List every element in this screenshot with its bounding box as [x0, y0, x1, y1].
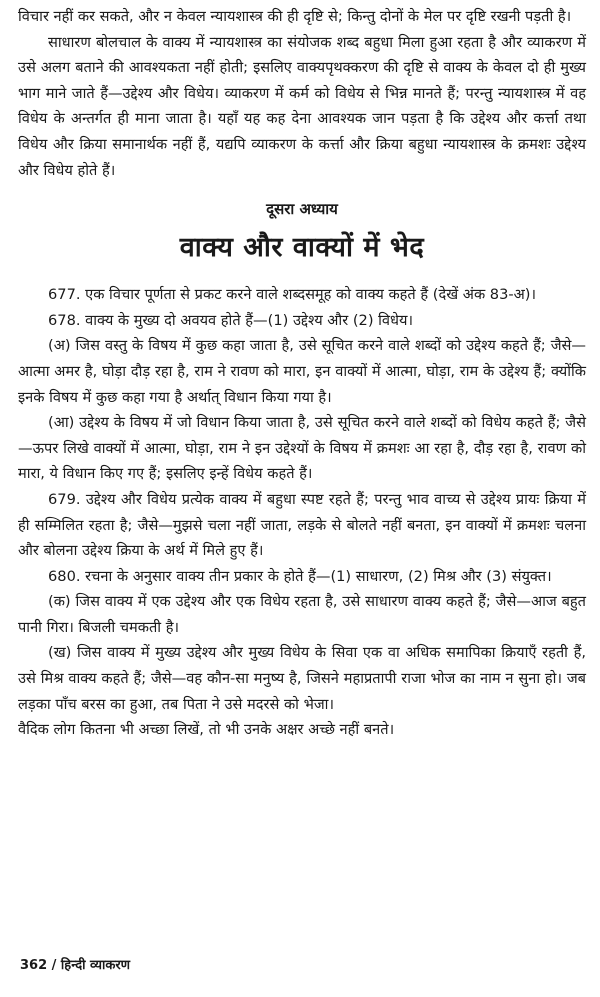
paragraph-680-kha: (ख) जिस वाक्य में मुख्य उद्देश्य और मुख्य विधेय के सिवा एक वा अधिक समापिका क्रियाएँ रहती हैं, उसे मिश्र वाक्य कहते हैं; जैसे—वह कौन-सा मनुष्य है, जिसने महाप्रतापी राजा भोज का नाम न सुना हो। जब लड़का पाँच बरस का हुआ, तब पिता ने उसे मदरसे को भेजा। [18, 644, 586, 713]
chapter-label: दूसरा अध्याय [266, 200, 338, 219]
paragraph-grammar-vs-logic: साधारण बोलचाल के वाक्य में न्यायशास्त्र का संयोजक शब्द बहुधा मिला हुआ रहता है और व्याकरण में उसे अलग बताने की आवश्यकता नहीं होती; इसलिए वाक्यपृथक्करण की दृष्टि से वाक्य के केवल दो ही मुख्य भाग माने जाते हैं—उद्देश्य और विधेय। व्याकरण में कर्म को विधेय से भिन्न मानते हैं; परन्तु न्यायशास्त्र में वह विधेय के अन्तर्गत ही माना जाता है। यहाँ यह कह देना आवश्यक जान पड़ता है कि उद्देश्य और कर्त्ता तथा विधेय और क्रिया समानार्थक नहीं हैं, यद्यपि व्याकरण के कर्त्ता और क्रिया बहुधा न्यायशास्त्र के क्रमशः उद्देश्य और विधेय होते हैं। [18, 33, 586, 179]
page-footer: 362 / हिन्दी व्याकरण [20, 958, 131, 973]
paragraph-example-continued: वैदिक लोग कितना भी अच्छा लिखें, तो भी उनके अक्षर अच्छे नहीं बनते। [18, 721, 395, 739]
paragraph-680: 680. रचना के अनुसार वाक्य तीन प्रकार के होते हैं—(1) साधारण, (2) मिश्र और (3) संयुक्त। [48, 567, 552, 585]
paragraph-678-aa: (आ) उद्देश्य के विषय में जो विधान किया जाता है, उसे सूचित करने वाले शब्दों को विधेय कहते हैं; जैसे—ऊपर लिखे वाक्यों में आत्मा, घोड़ा, राम ने इन उद्देश्यों के विषय में क्रमशः आ रहा है, दौड़ रहा है, रावण को मारा, ये विधान किए गए हैं; इसलिए इन्हें विधेय कहते हैं। [18, 414, 586, 483]
paragraph-680-ka: (क) जिस वाक्य में एक उद्देश्य और एक विधेय रहता है, उसे साधारण वाक्य कहते हैं; जैसे—आज बहुत पानी गिरा। बिजली चमकती है। [18, 593, 586, 636]
paragraph-continued: विचार नहीं कर सकते, और न केवल न्यायशास्त्र की ही दृष्टि से; किन्तु दोनों के मेल पर दृष्टि रखनी पड़ती है। [18, 8, 572, 25]
paragraph-679: 679. उद्देश्य और विधेय प्रत्येक वाक्य में बहुधा स्पष्ट रहते हैं; परन्तु भाव वाच्य से उद्देश्य प्रायः क्रिया में ही सम्मिलित रहता है; जैसे—मुझसे चला नहीं जाता, लड़के से बोलते नहीं बनता, इन वाक्यों में क्रमशः चलना और बोलना उद्देश्य क्रिया के अर्थ में मिले हुए हैं। [18, 490, 586, 560]
chapter-title: वाक्य और वाक्यों में भेद [179, 232, 425, 264]
paragraph-678: 678. वाक्य के मुख्य दो अवयव होते हैं—(1) उद्देश्य और (2) विधेय। [48, 311, 414, 329]
paragraph-677: 677. एक विचार पूर्णता से प्रकट करने वाले शब्दसमूह को वाक्य कहते हैं (देखें अंक 83-अ)। [48, 286, 537, 304]
paragraph-678-a: (अ) जिस वस्तु के विषय में कुछ कहा जाता है, उसे सूचित करने वाले शब्दों को उद्देश्य कहते हैं; जैसे—आत्मा अमर है, घोड़ा दौड़ रहा है, राम ने रावण को मारा, इन वाक्यों में आत्मा, घोड़ा, राम के उद्देश्य हैं; क्योंकि इनके विषय में कुछ कहा गया है अर्थात् विधान किया गया है। [18, 337, 586, 406]
